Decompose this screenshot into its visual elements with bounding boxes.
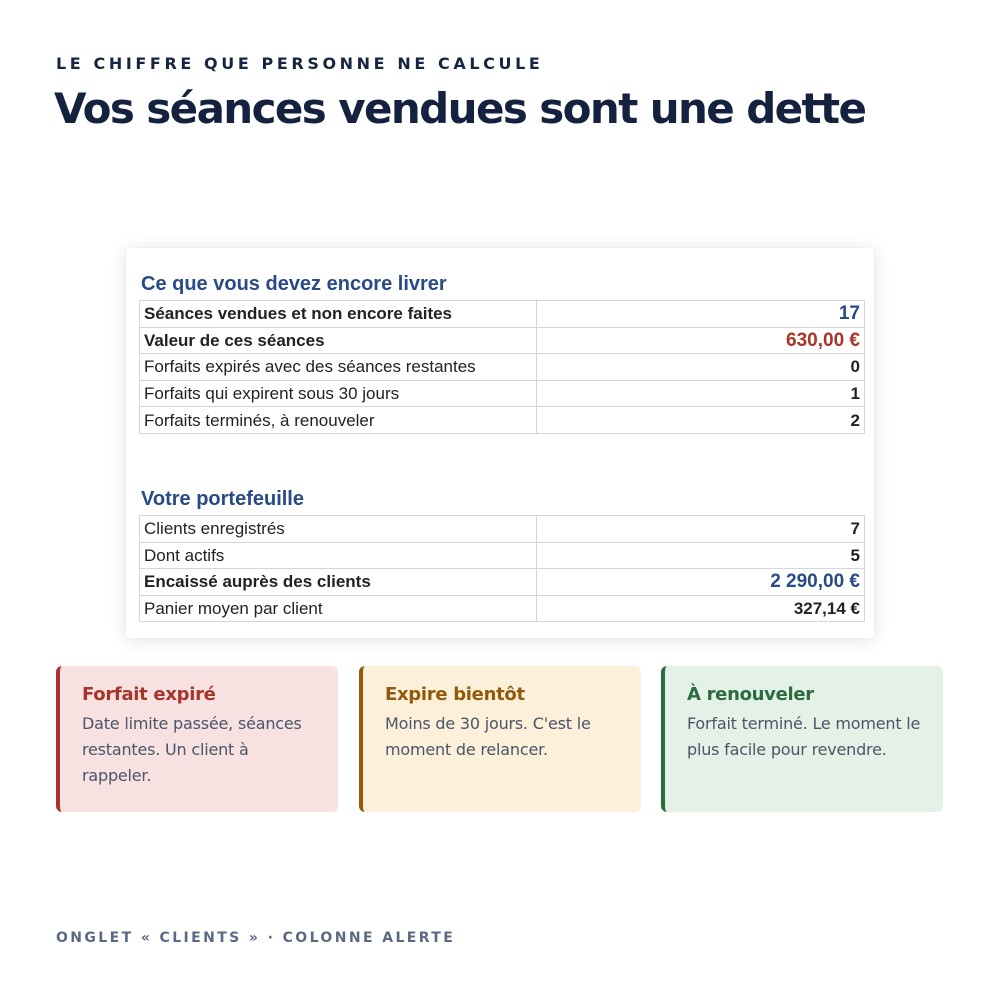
row-value: 2	[537, 407, 865, 434]
row-value: 630,00 €	[537, 327, 865, 354]
spreadsheet-summary	[126, 248, 874, 638]
row-value: 17	[537, 301, 865, 328]
row-label: Forfaits qui expirent sous 30 jours	[140, 380, 537, 407]
row-label: Clients enregistrés	[140, 516, 537, 543]
row-value: 0	[537, 354, 865, 381]
table-row	[140, 407, 865, 434]
card-text: Date limite passée, séances restantes. Un client à rappeler.	[82, 714, 302, 785]
footer-caption: ONGLET « CLIENTS » · COLONNE ALERTE	[56, 930, 456, 946]
table-row	[140, 542, 865, 569]
card-text: Forfait terminé. Le moment le plus facile pour revendre.	[687, 714, 921, 759]
table-row	[140, 595, 865, 622]
row-label: Valeur de ces séances	[140, 327, 537, 354]
row-value: 2 290,00 €	[537, 569, 865, 596]
card-title: Forfait expiré	[82, 684, 216, 705]
row-label: Dont actifs	[140, 542, 537, 569]
section-title-deliver: Ce que vous devez encore livrer	[141, 273, 447, 295]
row-label: Forfaits expirés avec des séances restantes	[140, 354, 537, 381]
table-row	[140, 327, 865, 354]
table-row	[140, 516, 865, 543]
table-row	[140, 354, 865, 381]
section-title-portfolio: Votre portefeuille	[141, 488, 304, 510]
table-row	[140, 301, 865, 328]
deliver-table	[139, 300, 865, 434]
row-label: Encaissé auprès des clients	[140, 569, 537, 596]
row-label: Séances vendues et non encore faites	[140, 301, 537, 328]
alert-card-expired	[56, 666, 338, 812]
portfolio-table	[139, 515, 865, 622]
row-label: Forfaits terminés, à renouveler	[140, 407, 537, 434]
table-row	[140, 380, 865, 407]
eyebrow: LE CHIFFRE QUE PERSONNE NE CALCULE	[56, 54, 544, 73]
table-row	[140, 569, 865, 596]
card-title: Expire bientôt	[385, 684, 525, 705]
row-value: 1	[537, 380, 865, 407]
alert-card-renew	[661, 666, 943, 812]
card-text: Moins de 30 jours. C'est le moment de relancer.	[385, 714, 591, 759]
row-label: Panier moyen par client	[140, 595, 537, 622]
row-value: 327,14 €	[537, 595, 865, 622]
row-value: 7	[537, 516, 865, 543]
alert-card-expiring-soon	[359, 666, 641, 812]
page-title: Vos séances vendues sont une dette	[54, 84, 866, 133]
row-value: 5	[537, 542, 865, 569]
card-title: À renouveler	[687, 684, 814, 705]
